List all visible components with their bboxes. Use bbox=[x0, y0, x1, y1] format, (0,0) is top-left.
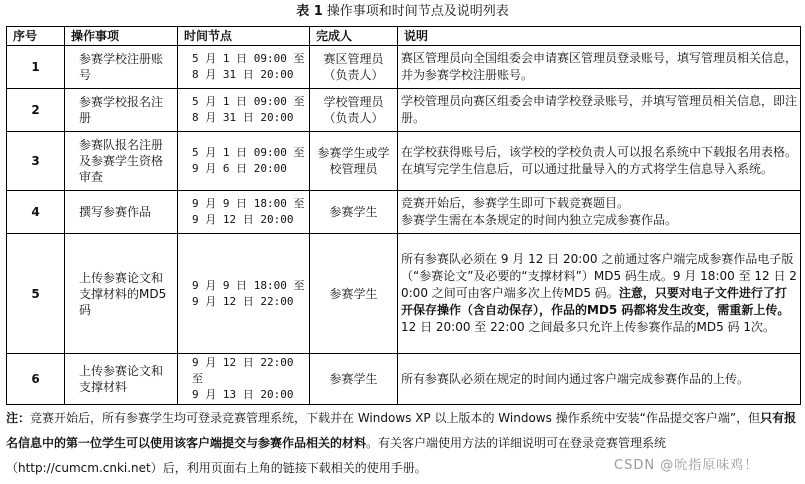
row-no: 6 bbox=[7, 354, 65, 405]
time-end: 8 月 31 日 20:00 bbox=[192, 68, 294, 81]
row-no: 5 bbox=[7, 234, 65, 354]
row-desc: 赛区管理员向全国组委会申请赛区管理员登录账号，填写管理员相关信息，并为参赛学校注册账号。 bbox=[398, 46, 801, 89]
note-text: 竞赛开始后，所有参赛学生均可登录竞赛管理系统，下载并在 Windows XP 以上版本的 Windows 操作系统中安装“作品提交客户端”，但 bbox=[30, 411, 761, 425]
row-person: 学校管理员（负责人） bbox=[310, 89, 398, 132]
note-bold-text: 只有报名信息中的第一位学生可以使用该客户端提交与参赛作品相关的材料 bbox=[6, 411, 797, 450]
time-start: 9 月 9 日 18:00 至 bbox=[192, 278, 305, 292]
row-time bbox=[178, 234, 310, 354]
desc-part: 12 日 20:00 至 22:00 之间最多只允许上传参赛作品的MD5 码 1次。 bbox=[401, 320, 775, 334]
row-desc bbox=[398, 191, 801, 234]
time-start: 5 月 1 日 09:00 至 bbox=[192, 52, 305, 65]
table-row bbox=[7, 234, 801, 354]
row-person: 参赛学生或学校管理员 bbox=[310, 132, 398, 191]
row-no: 4 bbox=[7, 191, 65, 234]
schedule-table bbox=[6, 26, 801, 405]
row-desc bbox=[398, 234, 801, 354]
row-item: 参赛学校报名注册 bbox=[65, 89, 178, 132]
row-item: 上传参赛论文和支撑材料的MD5 码 bbox=[65, 234, 178, 354]
row-time bbox=[178, 191, 310, 234]
time-start: 9 月 9 日 18:00 至 bbox=[192, 197, 305, 210]
header-no: 序号 bbox=[7, 27, 65, 46]
time-start: 5 月 1 日 09:00 至 bbox=[192, 95, 305, 108]
table-row bbox=[7, 132, 801, 191]
row-item: 上传参赛论文和支撑材料 bbox=[65, 354, 178, 405]
table-caption bbox=[0, 4, 805, 20]
header-time: 时间节点 bbox=[178, 27, 310, 46]
row-time bbox=[178, 89, 310, 132]
time-end: 9 月 12 日 22:00 bbox=[192, 294, 294, 308]
row-time bbox=[178, 132, 310, 191]
row-item: 参赛学校注册账号 bbox=[65, 46, 178, 89]
row-desc: 所有参赛队必须在规定的时间内通过客户端完成参赛作品的上传。 bbox=[398, 354, 801, 405]
time-start: 9 月 12 日 22:00 至 bbox=[192, 356, 294, 385]
caption-text: 操作事项和时间节点及说明列表 bbox=[326, 4, 509, 19]
row-person: 参赛学生 bbox=[310, 234, 398, 354]
note-text-end: 。有关客户端使用方法的详细说明可在登录竞赛管理系统（http://cumcm.cnki.net）后，利用页面右上角的链接下载相关的使用手册。 bbox=[6, 436, 667, 475]
row-time bbox=[178, 354, 310, 405]
row-item: 参赛队报名注册及参赛学生资格审查 bbox=[65, 132, 178, 191]
row-item: 撰写参赛作品 bbox=[65, 191, 178, 234]
desc-part-bold: 注意，只要对电子文件进行了打开保存操作（含自动保存），作品的MD5 码都将发生改变，需重新上传。 bbox=[401, 286, 790, 317]
row-person: 参赛学生 bbox=[310, 191, 398, 234]
time-end: 9 月 13 日 20:00 bbox=[192, 388, 294, 401]
table-row bbox=[7, 89, 801, 132]
row-desc: 在学校获得账号后，该学校的学校负责人可以报名系统中下载报名用表格。在填写完学生信息后，可以通过批量导入的方式将学生信息导入系统。 bbox=[398, 132, 801, 191]
header-person: 完成人 bbox=[310, 27, 398, 46]
time-end: 8 月 31 日 20:00 bbox=[192, 111, 294, 124]
row-person: 参赛学生 bbox=[310, 354, 398, 405]
header-item: 操作事项 bbox=[65, 27, 178, 46]
desc-line: 竞赛开始后，参赛学生即可下载竞赛题目。 bbox=[401, 196, 630, 210]
caption-label: 表 1 bbox=[296, 4, 323, 19]
note-prefix: 注： bbox=[6, 411, 31, 425]
row-no: 1 bbox=[7, 46, 65, 89]
csdn-watermark: CSDN @吮指原味鸡！ bbox=[614, 458, 759, 473]
row-desc: 学校管理员向赛区组委会申请学校登录账号，并填写管理员相关信息，即注册。 bbox=[398, 89, 801, 132]
row-no: 3 bbox=[7, 132, 65, 191]
table-row bbox=[7, 191, 801, 234]
table-header-row bbox=[7, 27, 801, 46]
time-end: 9 月 12 日 20:00 bbox=[192, 213, 294, 226]
row-time bbox=[178, 46, 310, 89]
row-person: 赛区管理员（负责人） bbox=[310, 46, 398, 89]
desc-line: 参赛学生需在本条规定的时间内独立完成参赛作品。 bbox=[401, 213, 678, 227]
row-no: 2 bbox=[7, 89, 65, 132]
time-end: 9 月 6 日 20:00 bbox=[192, 162, 287, 175]
desc-part: 所有参赛队必须在 9 月 12 日 20:00 之前通过客户端完成参赛作品电子版（“参赛论文”及必要的“支撑材料”）MD5 码生成。9 月 18:00 至 12 日 20:00 之间可由客户端多次上传MD5 码。 bbox=[401, 252, 797, 300]
table-row bbox=[7, 354, 801, 405]
time-start: 5 月 1 日 09:00 至 bbox=[192, 146, 305, 159]
table-row bbox=[7, 46, 801, 89]
header-desc: 说明 bbox=[398, 27, 801, 46]
